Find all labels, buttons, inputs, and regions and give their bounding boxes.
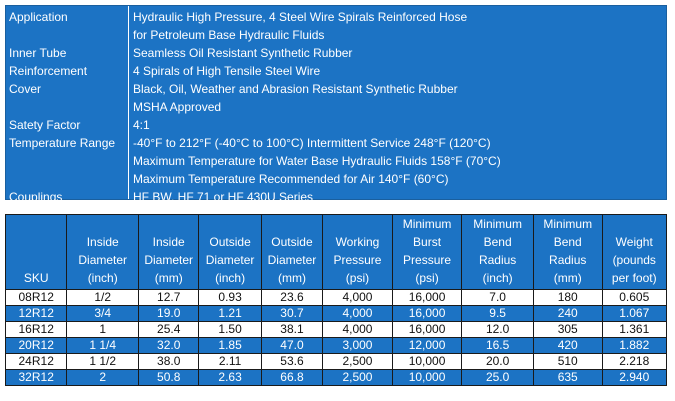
table-cell: 3/4 [67,306,139,322]
column-header [199,215,261,290]
spec-value: Hydraulic High Pressure, 4 Steel Wire Spirals Reinforced Hose [133,10,468,24]
spec-value: Black, Oil, Weather and Abrasion Resistant Synthetic Rubber [133,82,458,96]
column-header-line: SKU [23,271,49,285]
table-cell: 0.93 [199,290,261,306]
table-cell: 4,000 [323,290,393,306]
spec-value: for Petroleum Base Hydraulic Fluids [133,28,325,42]
table-cell: 66.8 [261,370,322,386]
sku-table [5,214,667,386]
column-header [602,215,667,290]
column-header-line: Minimum [473,217,522,231]
table-cell: 47.0 [261,338,322,354]
spec-value: MSHA Approved [133,100,222,114]
table-cell: 1.882 [602,338,667,354]
table-cell: 19.0 [139,306,199,322]
table-cell: 1 1/2 [67,354,139,370]
table-cell: 4,000 [323,322,393,338]
column-header [67,215,139,290]
column-header-line: Minimum [543,217,593,231]
table-cell: 305 [533,322,602,338]
spec-label: Reinforcement [9,64,88,78]
table-row [6,306,667,322]
column-header-line: Inside [152,235,185,249]
table-cell: 2.940 [602,370,667,386]
table-cell: 180 [533,290,602,306]
column-header [392,215,462,290]
table-cell: 2 [67,370,139,386]
column-header-line: Outside [209,235,251,249]
table-cell: 1/2 [67,290,139,306]
sku-cell: 24R12 [6,354,67,370]
table-cell: 240 [533,306,602,322]
column-header-line: Inside [86,235,119,249]
table-body [6,290,667,386]
spec-label: Application [9,10,68,24]
spec-label: Cover [9,82,42,96]
table-cell: 1 1/4 [67,338,139,354]
spec-label: Inner Tube [9,46,67,60]
spec-label: Couplings [9,190,63,204]
table-cell: 10,000 [392,370,462,386]
column-header-line: (mm) [154,271,183,285]
table-cell: 12.7 [139,290,199,306]
column-header-line: Outside [271,235,313,249]
sku-cell: 08R12 [6,290,67,306]
column-header-line: (mm) [553,271,582,285]
column-header [139,215,199,290]
table-row [6,290,667,306]
spec-value: Seamless Oil Resistant Synthetic Rubber [133,46,353,60]
table-cell: 2.218 [602,354,667,370]
column-header-line: (mm) [277,271,306,285]
column-header [6,215,67,290]
table-row [6,370,667,386]
column-header [323,215,393,290]
column-header-line: Pressure [333,253,382,267]
table-cell: 510 [533,354,602,370]
table-cell: 16.5 [462,338,534,354]
column-header-line: (inch) [215,271,246,285]
table-header-row [6,215,667,290]
table-row [6,354,667,370]
specifications-panel [5,5,667,204]
table-cell: 1.361 [602,322,667,338]
table-cell: 1.21 [199,306,261,322]
column-header-line: Pressure [403,253,452,267]
specs-column-divider [128,6,129,199]
table-cell: 3,000 [323,338,393,354]
sku-cell: 12R12 [6,306,67,322]
column-header-line: Diameter [144,253,194,267]
column-header-line: Weight [615,235,653,249]
table-cell: 20.0 [462,354,534,370]
spec-value: 4:1 [133,118,150,132]
spec-value: Maximum Temperature for Water Base Hydraulic Fluids 158°F (70°C) [133,154,501,168]
column-header-line: (inch) [482,271,513,285]
table-cell: 38.0 [139,354,199,370]
table-cell: 9.5 [462,306,534,322]
column-header-line: Radius [478,253,517,267]
column-header [533,215,602,290]
column-header-line: Diameter [205,253,255,267]
spec-value: HF BW, HF 71 or HF 430U Series [133,190,314,204]
table-cell: 10,000 [392,354,462,370]
sku-cell: 16R12 [6,322,67,338]
table-cell: 25.4 [139,322,199,338]
table-cell: 2,500 [323,370,393,386]
column-header-line: Minimum [402,217,452,231]
table-cell: 53.6 [261,354,322,370]
table-cell: 2.11 [199,354,261,370]
table-cell: 7.0 [462,290,534,306]
spec-value: Maximum Temperature Recommended for Air 140°F (60°C) [133,172,449,186]
column-header [261,215,322,290]
spec-value: 4 Spirals of High Tensile Steel Wire [133,64,321,78]
table-cell: 32.0 [139,338,199,354]
column-header-line: (psi) [345,271,370,285]
column-header-line: Bend [553,235,582,249]
table-cell: 30.7 [261,306,322,322]
table-cell: 635 [533,370,602,386]
table-row [6,322,667,338]
table-cell: 25.0 [462,370,534,386]
sku-cell: 20R12 [6,338,67,354]
column-header-line: per foot) [611,271,657,285]
column-header [462,215,534,290]
table-cell: 1.50 [199,322,261,338]
column-header-line: Burst [413,235,442,249]
column-header-line: (pounds [612,253,656,267]
sku-cell: 32R12 [6,370,67,386]
table-cell: 16,000 [392,322,462,338]
table-cell: 16,000 [392,290,462,306]
column-header-line: Working [335,235,380,249]
table-cell: 38.1 [261,322,322,338]
table-cell: 1.067 [602,306,667,322]
spec-label: Temperature Range [9,136,116,150]
table-row [6,338,667,354]
table-cell: 12,000 [392,338,462,354]
column-header-line: Diameter [267,253,317,267]
column-header-line: Radius [549,253,587,267]
spec-value: -40°F to 212°F (-40°C to 100°C) Intermittent Service 248°F (120°C) [133,136,491,150]
table-cell: 50.8 [139,370,199,386]
column-header-line: (inch) [87,271,118,285]
table-cell: 1 [67,322,139,338]
column-header-line: Diameter [78,253,128,267]
table-cell: 2,500 [323,354,393,370]
table-cell: 1.85 [199,338,261,354]
column-header-line: (psi) [415,271,439,285]
spec-label: Satety Factor [9,118,81,132]
table-cell: 2.63 [199,370,261,386]
table-cell: 420 [533,338,602,354]
column-header-line: Bend [483,235,512,249]
table-cell: 12.0 [462,322,534,338]
table-cell: 16,000 [392,306,462,322]
table-cell: 0.605 [602,290,667,306]
table-cell: 23.6 [261,290,322,306]
table-cell: 4,000 [323,306,393,322]
